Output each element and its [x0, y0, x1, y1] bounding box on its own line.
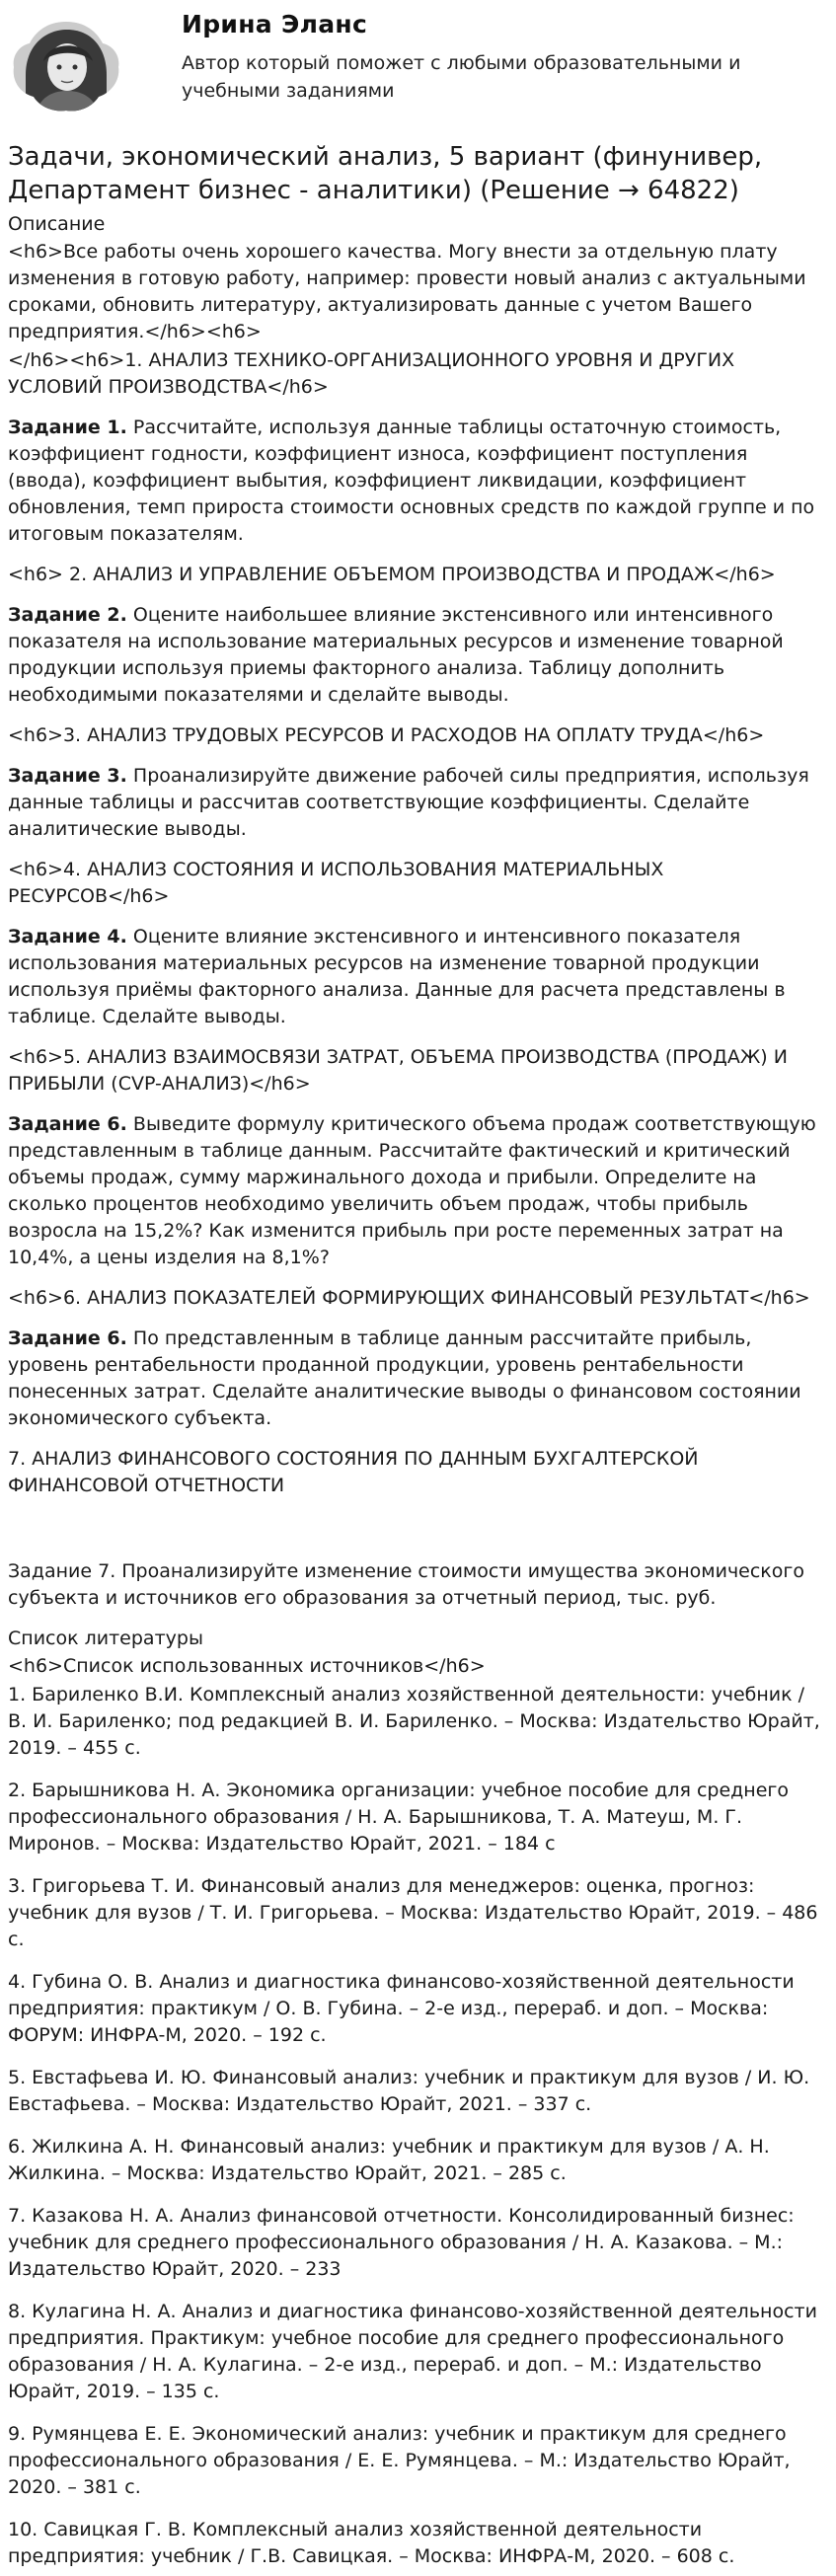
reference-item: 5. Евстафьева И. Ю. Финансовый анализ: учебник и практикум для вузов / И. Ю. Евстафьева. – Москва: Издательство Юрайт, 2021. – 337 с.	[8, 2067, 810, 2115]
spacer	[8, 1513, 822, 1558]
task-1-label: Задание 1.	[8, 417, 127, 438]
reference-item: 2. Барышникова Н. А. Экономика организации: учебное пособие для среднего профессионального образования / Н. А. Барышникова, Т. А. Матеуш, М. Г. Миронов. – Москва: Издательство Юрайт, 2021. – 184 с	[8, 1780, 790, 1855]
section-1-heading: </h6><h6>1. АНАЛИЗ ТЕХНИКО-ОРГАНИЗАЦИОННОГО УРОВНЯ И ДРУГИХ УСЛОВИЙ ПРОИЗВОДСТВА</h6>	[8, 349, 735, 398]
task-6-text: По представленным в таблице данным рассчитайте прибыль, уровень рентабельности проданной продукции, уровень рентабельности понесенных затрат. Сделайте аналитические выводы о финансовом состоянии экономического субъекта.	[8, 1327, 801, 1429]
task-3-text: Проанализируйте движение рабочей силы предприятия, используя данные таблицы и рассчитав соответствующие коэффициенты. Сделайте аналитические выводы.	[8, 765, 809, 840]
reference-item: 6. Жилкина А. Н. Финансовый анализ: учебник и практикум для вузов / А. Н. Жилкина. – Москва: Издательство Юрайт, 2021. – 285 с.	[8, 2136, 770, 2184]
task-6	[8, 1326, 822, 1432]
reference-item: 1. Бариленко В.И. Комплексный анализ хозяйственной деятельности: учебник / В. И. Бариленко; под редакцией В. И. Бариленко. – Москва: Издательство Юрайт, 2019. – 455 с.	[8, 1684, 820, 1759]
author-name[interactable]: Ирина Эланс	[182, 10, 368, 38]
task-3-label: Задание 3.	[8, 765, 127, 787]
description-label: Описание	[8, 213, 106, 235]
avatar-image	[8, 16, 124, 114]
task-4	[8, 924, 822, 1030]
task-3	[8, 763, 822, 843]
section-3-heading: <h6>3. АНАЛИЗ ТРУДОВЫХ РЕСУРСОВ И РАСХОДОВ НА ОПЛАТУ ТРУДА</h6>	[8, 724, 765, 746]
intro-text: <h6>Все работы очень хорошего качества. Могу внести за отдельную плату изменения в готовую работу, например: провести новый анализ с актуальными сроками, обновить литературу, актуализировать данные с учетом Вашего предприятия.</h6><h6>	[8, 241, 806, 342]
references-list	[8, 1682, 822, 2570]
work-title: Задачи, экономический анализ, 5 вариант (финунивер, Департамент бизнес - аналитики) (Решение → 64822)	[8, 142, 763, 205]
task-7: Задание 7. Проанализируйте изменение стоимости имущества экономического субъекта и источников его образования за отчетный период, тыс. руб.	[8, 1560, 805, 1609]
author-header	[0, 0, 836, 128]
task-2	[8, 602, 822, 709]
references-header: <h6>Список использованных источников</h6>	[8, 1655, 486, 1677]
reference-item: 9. Румянцева Е. Е. Экономический анализ: учебник и практикум для среднего профессионального образования / Е. Е. Румянцева. – М.: Издательство Юрайт, 2020. – 381 с.	[8, 2423, 791, 2498]
author-avatar[interactable]	[8, 16, 124, 114]
reference-item: 8. Кулагина Н. А. Анализ и диагностика финансово-хозяйственной деятельности предприятия. Практикум: учебное пособие для среднего профессионального образования / Н. А. Кулагина. – 2-е изд., перераб. и доп. – М.: Издательство Юрайт, 2019. – 135 с.	[8, 2301, 817, 2402]
work-content	[8, 140, 822, 2576]
reference-item: 7. Казакова Н. А. Анализ финансовой отчетности. Консолидированный бизнес: учебник для среднего профессионального образования / Н. А. Казакова. – М.: Издательство Юрайт, 2020. – 233	[8, 2205, 795, 2280]
reference-item: 3. Григорьева Т. И. Финансовый анализ для менеджеров: оценка, прогноз: учебник для вузов / Т. И. Григорьева. – Москва: Издательство Юрайт, 2019. – 486 с.	[8, 1875, 818, 1950]
reference-item: 10. Савицкая Г. В. Комплексный анализ хозяйственной деятельности предприятия: учебник / Г.В. Савицкая. – Москва: ИНФРА-М, 2020. – 608 с.	[8, 2519, 735, 2567]
task-1	[8, 415, 822, 548]
section-4-heading: <h6>4. АНАЛИЗ СОСТОЯНИЯ И ИСПОЛЬЗОВАНИЯ МАТЕРИАЛЬНЫХ РЕСУРСОВ</h6>	[8, 859, 664, 907]
references-label: Список литературы	[8, 1628, 203, 1649]
task-1-text: Рассчитайте, используя данные таблицы остаточную стоимость, коэффициент годности, коэффициент износа, коэффициент поступления (ввода), коэффициент выбытия, коэффициент ликвидации, коэффициент обновления, темп прироста стоимости основных средств по каждой группе и по итоговым показателям.	[8, 417, 815, 545]
task-4-text: Оцените влияние экстенсивного и интенсивного показателя использования материальных ресурсов на изменение товарной продукции используя приёмы факторного анализа. Данные для расчета представлены в таблице. Сделайте выводы.	[8, 926, 786, 1027]
task-6-label: Задание 6.	[8, 1327, 127, 1349]
reference-item: 4. Губина О. В. Анализ и диагностика финансово-хозяйственной деятельности предприятия: практикум / О. В. Губина. – 2-е изд., перераб. и доп. – Москва: ФОРУМ: ИНФРА-М, 2020. – 192 с.	[8, 1971, 795, 2046]
section-7-heading: 7. АНАЛИЗ ФИНАНСОВОГО СОСТОЯНИЯ ПО ДАННЫМ БУХГАЛТЕРСКОЙ ФИНАНСОВОЙ ОТЧЕТНОСТИ	[8, 1448, 699, 1496]
task-2-label: Задание 2.	[8, 604, 127, 626]
task-5-label: Задание 6.	[8, 1113, 127, 1135]
author-description: Автор который поможет с любыми образовательными и учебными заданиями	[182, 52, 741, 102]
section-6-heading: <h6>6. АНАЛИЗ ПОКАЗАТЕЛЕЙ ФОРМИРУЮЩИХ ФИНАНСОВЫЙ РЕЗУЛЬТАТ</h6>	[8, 1287, 810, 1309]
section-5-heading: <h6>5. АНАЛИЗ ВЗАИМОСВЯЗИ ЗАТРАТ, ОБЪЕМА ПРОИЗВОДСТВА (ПРОДАЖ) И ПРИБЫЛИ (CVP-АНАЛИЗ)</h6>	[8, 1046, 788, 1095]
task-5	[8, 1111, 822, 1271]
task-4-label: Задание 4.	[8, 926, 127, 947]
task-2-text: Оцените наибольшее влияние экстенсивного или интенсивного показателя на использование материальных ресурсов и изменение товарной продукции используя приемы факторного анализа. Таблицу дополнить необходимыми показателями и сделайте выводы.	[8, 604, 784, 706]
section-2-heading: <h6> 2. АНАЛИЗ И УПРАВЛЕНИЕ ОБЪЕМОМ ПРОИЗВОДСТВА И ПРОДАЖ</h6>	[8, 564, 776, 585]
task-5-text: Выведите формулу критического объема продаж соответствующую представленным в таблице данным. Рассчитайте фактический и критический объемы продаж, сумму маржинального дохода и прибыли. Определите на сколько процентов необходимо увеличить объем продаж, чтобы прибыль возросла на 15,2%? Как изменится прибыль при росте переменных затрат на 10,4%, а цены изделия на 8,1%?	[8, 1113, 816, 1268]
